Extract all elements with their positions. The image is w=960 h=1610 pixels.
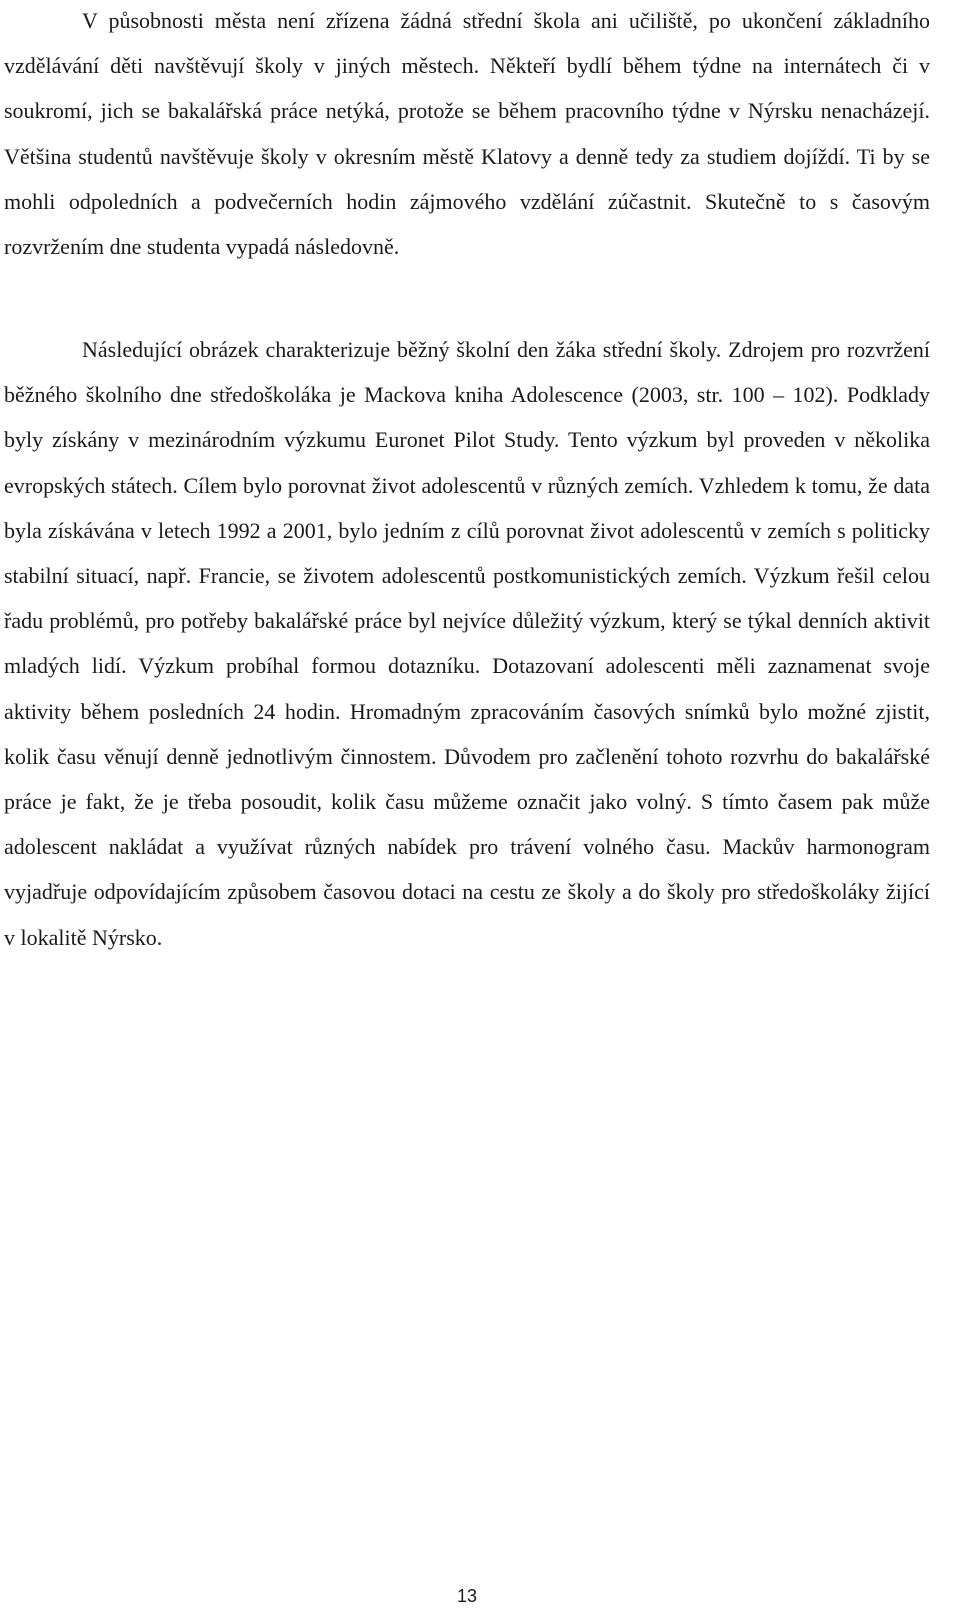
page-number: 13 [456, 1586, 478, 1606]
paragraph-1: V působnosti města není zřízena žádná střední škola ani učiliště, po ukončení základního vzdělávání děti navštěvují školy v jiných městech. Někteří bydlí během týdne na internátech či v soukromí, jich se bakalářská práce netýká, protože se během pracovního týdne v Nýrsku nenacházejí. Většina studentů navštěvuje školy v okresním městě Klatovy a denně tedy za studiem dojíždí. Ti by se mohli odpoledních a podvečerních hodin zájmového vzdělání zúčastnit. Skutečně to s časovým rozvržením dne studenta vypadá následovně. [4, 8, 930, 260]
paragraph-2: Následující obrázek charakterizuje běžný školní den žáka střední školy. Zdrojem pro rozvržení běžného školního dne středoškoláka je Mackova kniha Adolescence (2003, str. 100 – 102). Podklady byly získány v mezinárodním výzkumu Euronet Pilot Study. Tento výzkum byl proveden v několika evropských státech. Cílem bylo porovnat život adolescentů v různých zemích. Vzhledem k tomu, že data byla získávána v letech 1992 a 2001, bylo jedním z cílů porovnat život adolescentů v zemích s politicky stabilní situací, např. Francie, se životem adolescentů postkomunistických zemích. Výzkum řešil celou řadu problémů, pro potřeby bakalářské práce byl nejvíce důležitý výzkum, který se týkal denních aktivit mladých lidí. Výzkum probíhal formou dotazníku. Dotazovaní adolescenti měli zaznamenat svoje aktivity během posledních 24 hodin. Hromadným zpracováním časových snímků bylo možné zjistit, kolik času věnují denně jednotlivým činnostem. Důvodem pro začlenění tohoto rozvrhu do bakalářské práce je fakt, že je třeba posoudit, kolik času můžeme označit jako volný. S tímto časem pak může adolescent nakládat a využívat různých nabídek pro trávení volného času. Mackův harmonogram vyjadřuje odpovídajícím způsobem časovou dotaci na cestu ze školy a do školy pro středoškoláky žijící v lokalitě Nýrsko. [4, 337, 930, 950]
document-page [4, 0, 930, 1610]
